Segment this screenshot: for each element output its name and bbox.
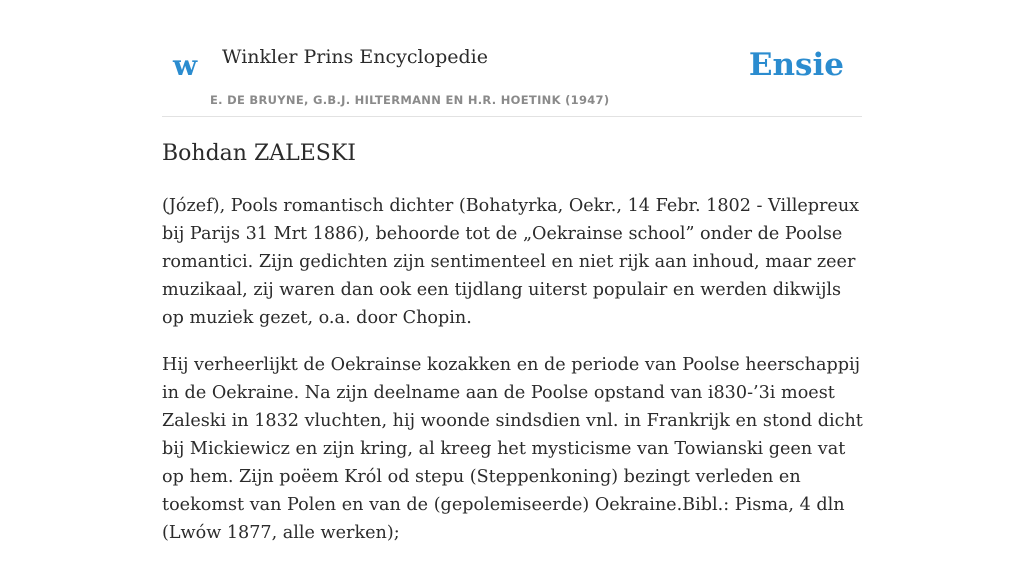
article-body	[162, 192, 864, 566]
encyclopedia-name: Winkler Prins Encyclopedie	[222, 46, 488, 68]
ensie-logo-link[interactable]: Ensie	[748, 47, 844, 83]
article-paragraph: Hij verheerlijkt de Oekrainse kozakken en de periode van Poolse heerschappij in de Oekraine. Na zijn deelname aan de Poolse opstand van i830-’3i moest Zaleski in 1832 vluchten, hij woonde sindsdien vnl. in Frankrijk en stond dicht bij Mickiewicz en zijn kring, al kreeg het mysticisme van Towianski geen vat op hem. Zijn poëem Król od stepu (Steppenkoning) bezingt verleden en toekomst van Polen en van de (gepolemiseerde) Oekraine.Bibl.: Pisma, 4 dln (Lwów 1877, alle werken);	[162, 355, 863, 543]
article-title: Bohdan ZALESKI	[162, 141, 356, 166]
authors-line: E. DE BRUYNE, G.B.J. HILTERMANN EN H.R. HOETINK (1947)	[210, 93, 610, 107]
logo-w-icon[interactable]: w	[173, 49, 198, 82]
article-paragraph: (Józef), Pools romantisch dichter (Bohatyrka, Oekr., 14 Febr. 1802 - Villepreux bij Parijs 31 Mrt 1886), behoorde tot de „Oekrainse school” onder de Poolse romantici. Zijn gedichten zijn sentimenteel en niet rijk aan inhoud, maar zeer muzikaal, zij waren dan ook een tijdlang uiterst populair en werden dikwijls op muziek gezet, o.a. door Chopin.	[162, 196, 860, 328]
site-header	[162, 0, 862, 117]
